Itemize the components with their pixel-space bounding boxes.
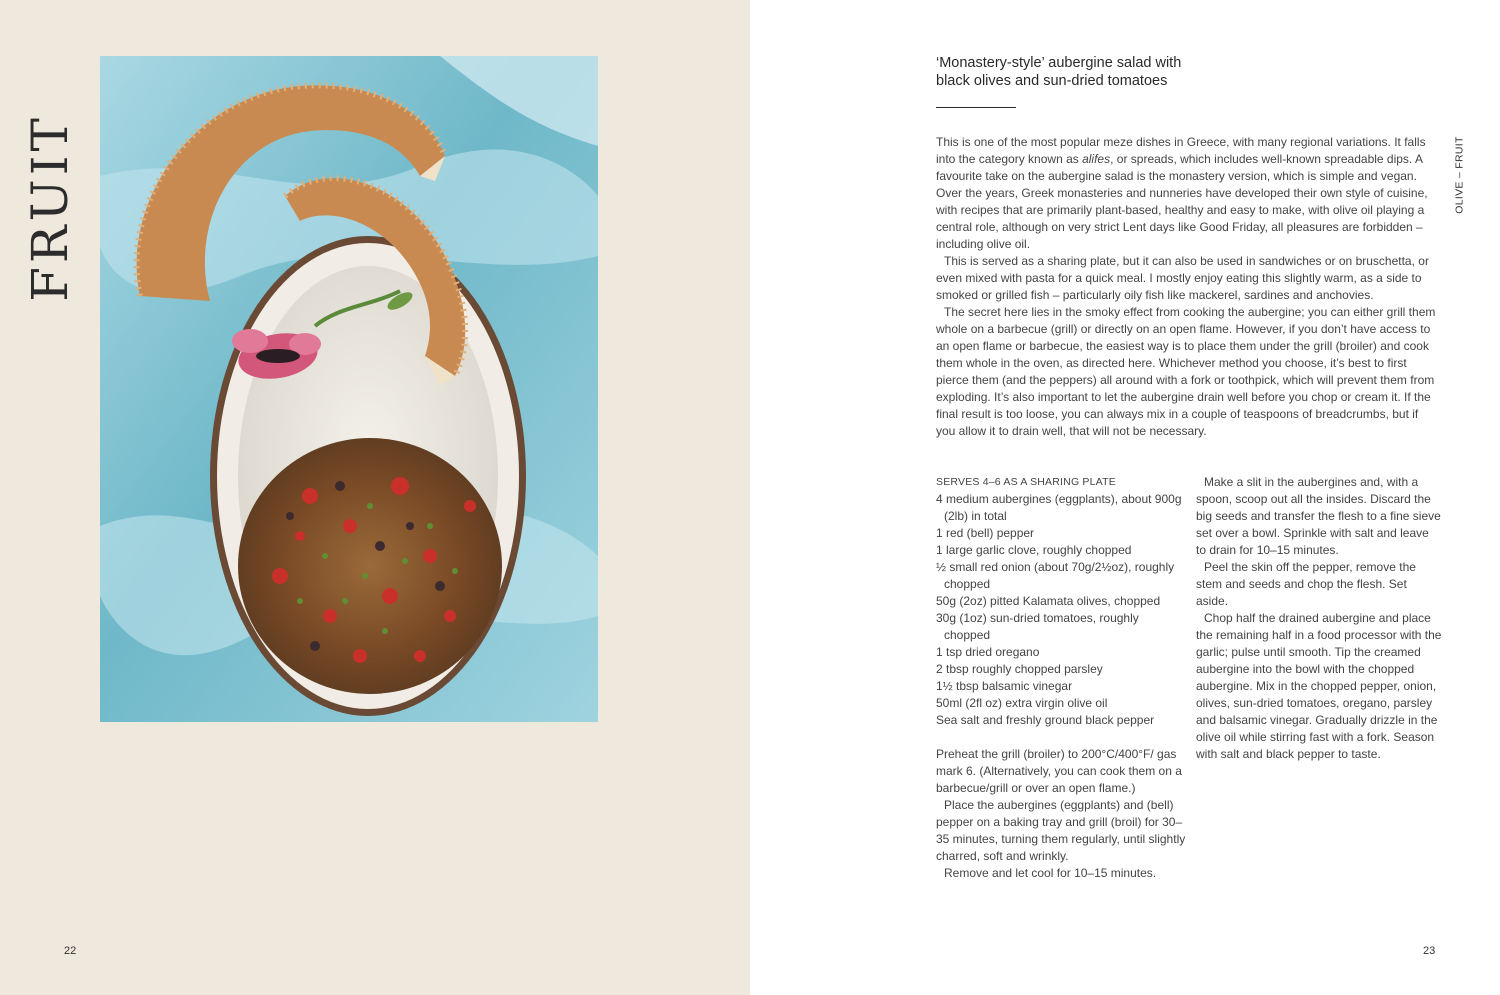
recipe-photo-illustration: [100, 56, 598, 722]
ingredient-item: 1 large garlic clove, roughly chopped: [936, 543, 1132, 557]
page-number-right: 23: [1423, 945, 1436, 957]
intro-paragraph-2-text: This is served as a sharing plate, but it can also be used in sandwiches or on bruschetta, or even mixed with pasta for a quick meal. I mostly enjoy eating this slightly warm, as a side to smoked or grilled fish – particularly oily fish like mackerel, sardines and anchovies.: [936, 254, 1429, 302]
ingredient-item: 50ml (2fl oz) extra virgin olive oil: [936, 696, 1108, 710]
intro-paragraph: [936, 253, 1438, 304]
intro-paragraph: [936, 134, 1438, 253]
ingredient-item: 1 tsp dried oregano: [936, 645, 1040, 659]
ingredient-item: 50g (2oz) pitted Kalamata olives, chopped: [936, 594, 1161, 608]
title-rule: [936, 107, 1016, 108]
ingredient-item: 4 medium aubergines (eggplants), about 900g (2lb) in total: [936, 492, 1182, 523]
ingredient-item: 2 tbsp roughly chopped parsley: [936, 662, 1103, 676]
recipe-title: [936, 54, 1256, 90]
serves-label: SERVES 4–6 AS A SHARING PLATE: [936, 476, 1116, 488]
ingredient-item: 30g (1oz) sun-dried tomatoes, roughly chopped: [936, 611, 1139, 642]
intro-text: [936, 134, 1438, 440]
recipe-photo: [100, 56, 598, 722]
recipe-title-line-1: ‘Monastery-style’ aubergine salad with: [936, 55, 1182, 71]
method-step: Preheat the grill (broiler) to 200°C/400°F/ gas mark 6. (Alternatively, you can cook them on a barbecue/grill or over an open flame.): [936, 747, 1182, 795]
ingredient-item: ½ small red onion (about 70g/2½oz), roughly chopped: [936, 560, 1175, 591]
section-title-text: FRUIT: [21, 114, 80, 302]
method-column: [1196, 474, 1442, 763]
intro-paragraph: [936, 304, 1438, 440]
intro-paragraph-1-italic: alifes: [1082, 152, 1111, 166]
ingredient-item: 1 red (bell) pepper: [936, 526, 1035, 540]
section-title: [16, 114, 84, 302]
spacer: [936, 729, 1186, 746]
intro-paragraph-3-text: The secret here lies in the smoky effect from cooking the aubergine; you can either grill them whole on a barbecue (grill) or directly on an open flame. However, if you don’t have access to an open flame or barbecue, the easiest way is to place them under the grill (broiler) and cook them whole in the oven, as directed here. Whichever method you choose, it’s best to first pierce them (and the peppers) all around with a fork or toothpick, which will prevent them from exploding. It’s also important to let the aubergine drain well before you chop or cream it. If the final result is too loose, you can always mix in a couple of teaspoons of breadcrumbs, but if you allow it to drain well, that will not be necessary.: [936, 305, 1436, 438]
method-step: Make a slit in the aubergines and, with a spoon, scoop out all the insides. Discard the big seeds and transfer the flesh to a fine sieve set over a bowl. Sprinkle with salt and leave to drain for 10–15 minutes.: [1196, 475, 1441, 557]
intro-paragraph-1-text-end: , or spreads, which includes well-known spreadable dips. A favourite take on the aubergine salad is the monastery version, which is simple and vegan. Over the years, Greek monasteries and nunneries have developed their own style of cuisine, with recipes that are primarily plant-based, healthy and easy to make, with olive oil playing a central role, although on very strict Lent days like Good Friday, all pleasures are forbidden – including olive oil.: [936, 152, 1428, 251]
method-step: Remove and let cool for 10–15 minutes.: [944, 866, 1157, 880]
ingredient-item: Sea salt and freshly ground black pepper: [936, 713, 1155, 727]
method-step: Peel the skin off the pepper, remove the stem and seeds and chop the flesh. Set aside.: [1196, 560, 1416, 608]
recipe-title-line-2: black olives and sun-dried tomatoes: [936, 73, 1168, 89]
running-head: [1448, 136, 1472, 214]
method-step: Chop half the drained aubergine and place the remaining half in a food processor with the garlic; pulse until smooth. Tip the creamed aubergine into the bowl with the chopped aubergine. Mix in the chopped pepper, onion, olives, sun-dried tomatoes, oregano, parsley and balsamic vinegar. Gradually drizzle in the olive oil while stirring fast with a fork. Season with salt and black pepper to taste.: [1196, 611, 1442, 761]
intro-paragraph-1-text: This is one of the most popular meze dishes in Greece, with many regional variations. It falls into the category known as: [936, 135, 1426, 166]
ingredient-item: 1½ tbsp balsamic vinegar: [936, 679, 1073, 693]
page-number-left: 22: [64, 945, 77, 957]
method-step: Place the aubergines (eggplants) and (bell) pepper on a baking tray and grill (broil) for 30–35 minutes, turning them regularly, until slightly charred, soft and wrinkly.: [936, 798, 1186, 863]
running-head-text: OLIVE – FRUIT: [1454, 136, 1467, 214]
ingredients-column: [936, 474, 1186, 882]
